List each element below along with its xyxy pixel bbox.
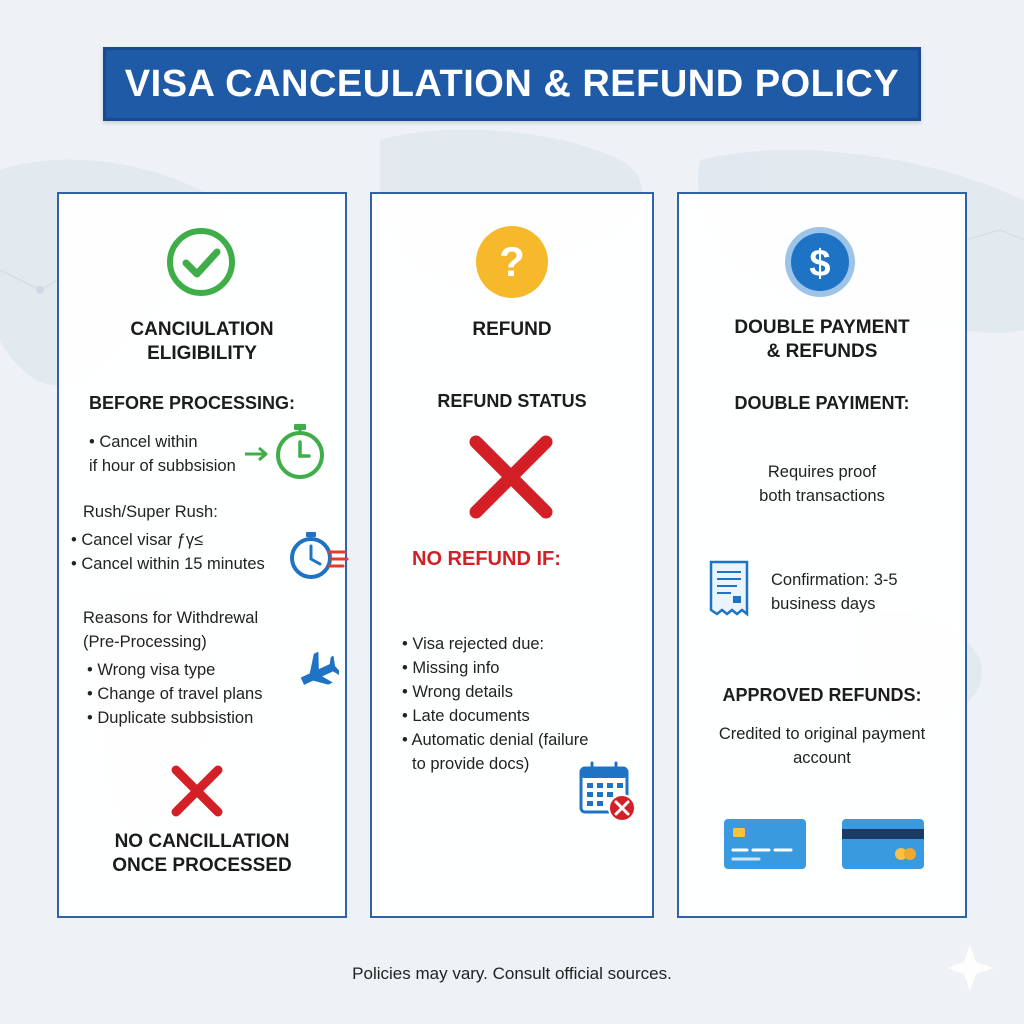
text-line: • Cancel within <box>89 433 198 451</box>
list-item: • Missing info <box>402 659 500 677</box>
heading-line: DOUBLE PAYMENT <box>734 317 910 338</box>
red-x-icon <box>170 764 224 818</box>
list-item: • Change of travel plans <box>87 685 263 703</box>
page-title: VISA CANCEULATION & REFUND POLICY <box>124 62 900 105</box>
column-1-heading <box>59 318 345 366</box>
heading-line: ELIGIBILITY <box>147 343 257 364</box>
before-processing-text <box>89 430 236 478</box>
withdrawal-label <box>83 606 258 654</box>
text-line: (Pre-Processing) <box>83 633 207 651</box>
column-3-heading <box>679 316 965 364</box>
receipt-icon <box>707 560 751 618</box>
title-banner <box>103 47 921 121</box>
no-refund-label: NO REFUND IF: <box>412 548 561 570</box>
refund-status-label: REFUND STATUS <box>437 391 587 411</box>
list-item: • Duplicate subbsistion <box>87 709 254 727</box>
notice-line: NO CANCILLATION <box>114 831 290 852</box>
svg-text:?: ? <box>499 238 525 285</box>
svg-text:$: $ <box>809 243 831 285</box>
credit-card-back-icon <box>841 818 925 870</box>
list-item: • Wrong details <box>402 683 513 701</box>
text-line: Reasons for Withdrewal <box>83 609 259 627</box>
cancellation-eligibility-panel <box>57 192 347 918</box>
list-item: • Cancel visar ƒγ≤ <box>71 531 204 549</box>
before-processing-label: BEFORE PROCESSING: <box>89 393 296 413</box>
list-item: • Automatic denial (failure <box>402 731 589 749</box>
notice-line: ONCE PROCESSED <box>112 855 292 876</box>
double-payment-panel <box>677 192 967 918</box>
footer-disclaimer: Policies may vary. Consult official sources. <box>352 964 672 983</box>
list-item: • Cancel within 15 minutes <box>71 555 265 573</box>
calendar-denied-icon <box>578 760 640 824</box>
rush-label: Rush/Super Rush: <box>83 503 218 521</box>
credit-card-front-icon <box>723 818 807 870</box>
list-item: • Visa rejected due: <box>402 635 545 653</box>
refund-panel <box>370 192 654 918</box>
approved-refunds-label: APPROVED REFUNDS: <box>722 685 922 705</box>
list-item: • Wrong visa type <box>87 661 216 679</box>
no-refund-list <box>402 632 588 776</box>
yellow-question-circle-icon <box>474 224 550 300</box>
green-check-circle-icon <box>165 226 237 298</box>
text-line: Requires proof <box>767 463 877 481</box>
withdrawal-list <box>87 658 262 730</box>
approved-refunds-text <box>679 722 965 770</box>
large-red-x-icon <box>468 434 554 520</box>
column-2-heading: REFUND <box>472 319 552 340</box>
heading-line: & REFUNDS <box>766 341 878 362</box>
text-line: both transactions <box>759 487 885 505</box>
double-payment-label: DOUBLE PAYIMENT: <box>734 393 910 413</box>
list-item: • Late documents <box>402 707 530 725</box>
stopwatch-icon <box>243 420 331 482</box>
fast-timer-icon <box>285 528 349 584</box>
text-line: Confirmation: 3-5 <box>771 571 898 589</box>
text-line: business days <box>771 595 876 613</box>
heading-line: CANCIULATION <box>130 319 274 340</box>
no-cancellation-notice <box>59 830 345 878</box>
confirmation-text <box>771 568 898 616</box>
blue-dollar-circle-icon <box>784 226 856 298</box>
double-payment-text <box>679 460 965 508</box>
text-line: Credited to original payment <box>718 725 926 743</box>
rush-list <box>71 528 265 576</box>
airplane-icon <box>295 648 339 688</box>
text-line: account <box>793 749 851 767</box>
text-line: if hour of subbsision <box>89 457 236 475</box>
list-item: to provide docs) <box>412 755 530 773</box>
